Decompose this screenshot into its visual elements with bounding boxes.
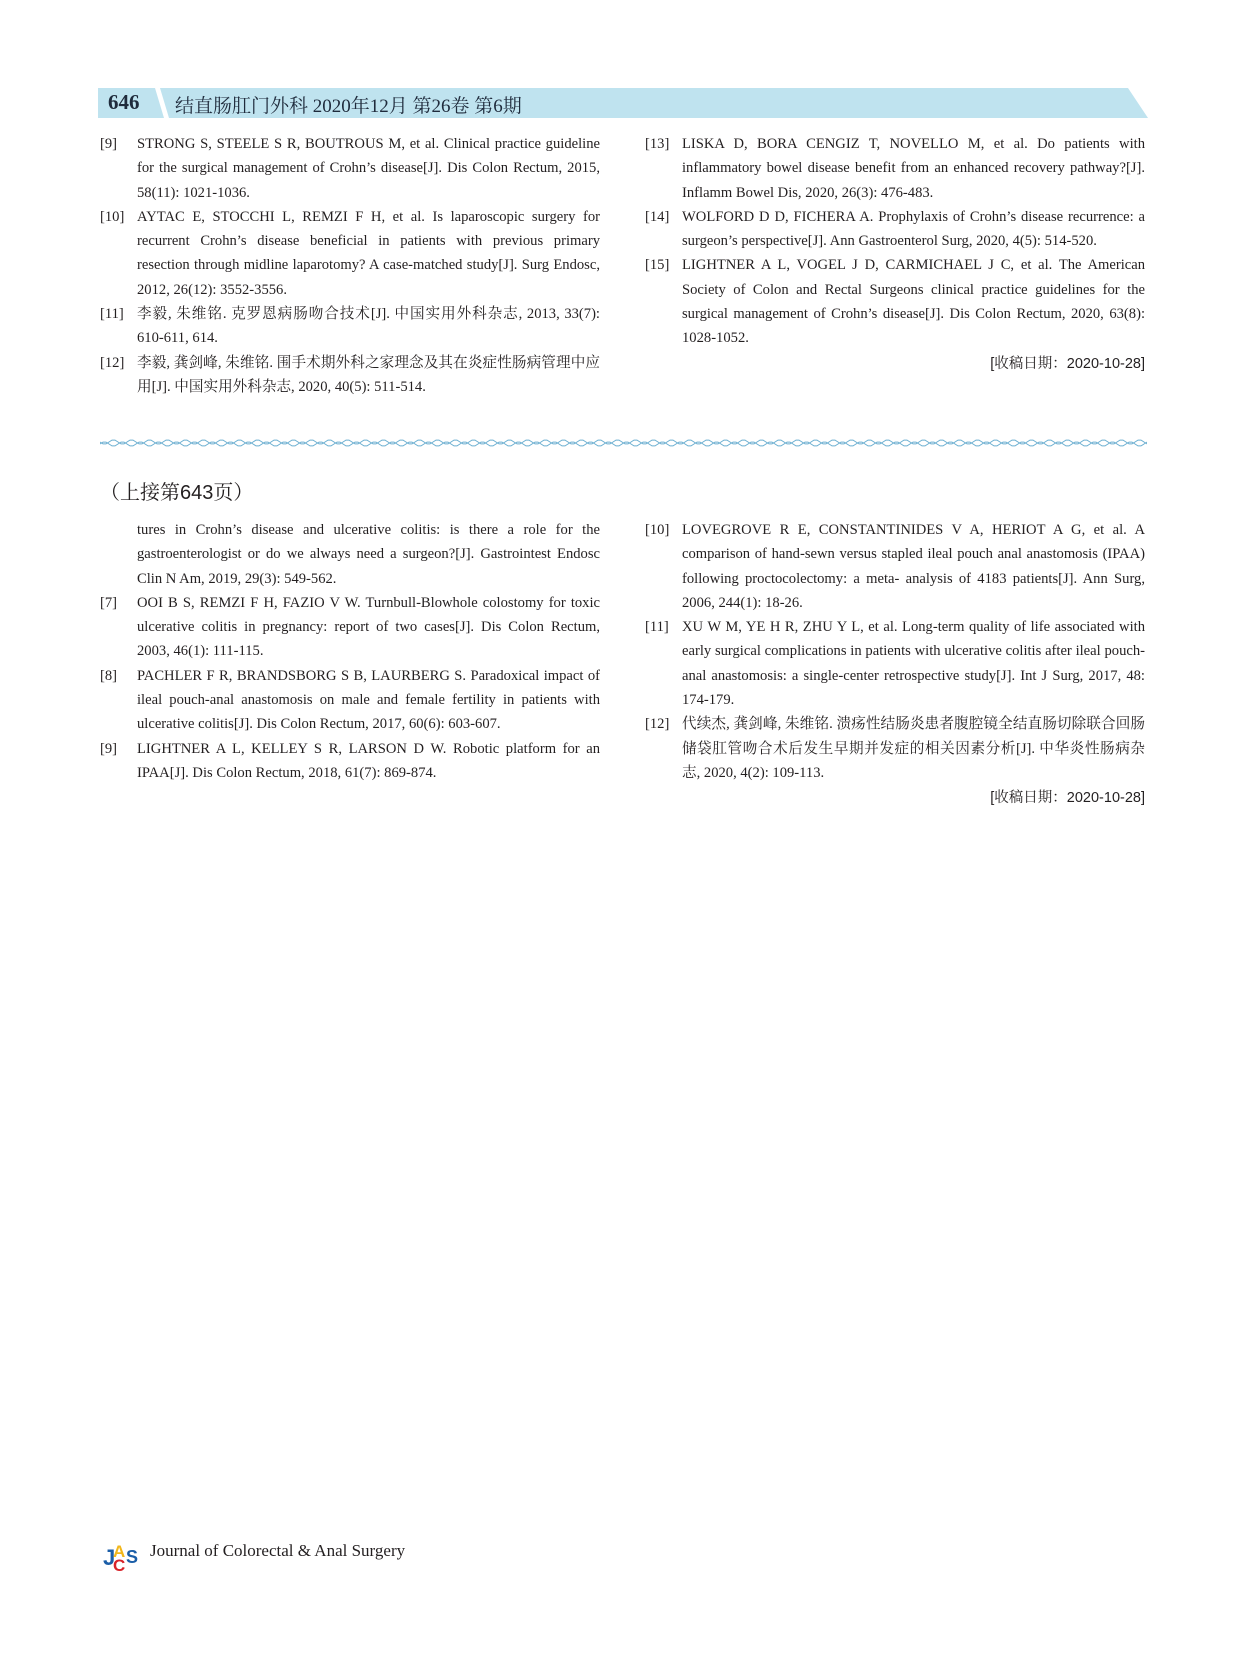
- reference-text: PACHLER F R, BRANDSBORG S B, LAURBERG S. Paradoxical impact of ileal pouch-anal anastomosis on male and female fertility in patients with ulcerative colitis[J]. Dis Colon Rectum, 2017, 60(6): 603-607.: [137, 667, 600, 733]
- received-date: [收稿日期：2020-10-28]: [990, 790, 1145, 807]
- journal-logo: [102, 1537, 142, 1573]
- reference-item: [100, 205, 600, 302]
- reference-item: [645, 253, 1145, 350]
- reference-number: [10]: [645, 522, 670, 538]
- reference-item: [645, 132, 1145, 205]
- reference-number: [11]: [100, 306, 124, 323]
- reference-item: [645, 712, 1145, 785]
- reference-item: [100, 132, 600, 205]
- svg-text:A: A: [113, 1542, 126, 1561]
- reference-text: tures in Crohn’s disease and ulcerative colitis: is there a role for the gastroenterologist or do we always need a surgeon?[J]. Gastrointest Endosc Clin N Am, 2019, 29(3): 549-562.: [137, 522, 600, 587]
- reference-item: [100, 302, 600, 351]
- reference-text: LOVEGROVE R E, CONSTANTINIDES V A, HERIOT A G, et al. A comparison of hand-sewn versus stapled ileal pouch anal anastomosis (IPAA) following proctocolectomy: a meta- analysis of 4183 patients[J]. Ann Surg, 2006, 244(1): 18-26.: [682, 522, 1145, 611]
- reference-text: AYTAC E, STOCCHI L, REMZI F H, et al. Is laparoscopic surgery for recurrent Crohn’s disease beneficial in patients with previous primary resection through midline laparotomy? A case-matched study[J]. Surg Endosc, 2012, 26(12): 3552-3556.: [137, 208, 600, 298]
- page-number: 646: [108, 90, 140, 114]
- journal-issue-heading: 结直肠肛门外科 2020年12月 第26卷 第6期: [175, 96, 522, 117]
- reference-number: [14]: [645, 208, 670, 225]
- reference-number: [13]: [645, 136, 670, 152]
- wavy-divider: [100, 438, 1147, 448]
- reference-item: [645, 518, 1145, 615]
- reference-item: [100, 518, 600, 591]
- reference-text: LIGHTNER A L, VOGEL J D, CARMICHAEL J C, et al. The American Society of Colon and Rectal Surgeons clinical practice guidelines for the surgical management of Crohn’s disease[J]. Dis Colon Rectum, 2020, 63(8): 1028-1052.: [682, 257, 1145, 347]
- reference-text: STRONG S, STEELE S R, BOUTROUS M, et al. Clinical practice guideline for the surgical management of Crohn’s disease[J]. Dis Colon Rectum, 2015, 58(11): 1021-1036.: [137, 136, 600, 201]
- reference-number: [10]: [100, 208, 125, 225]
- reference-number: [9]: [100, 136, 118, 152]
- reference-item: [645, 205, 1145, 254]
- reference-number: [8]: [100, 667, 118, 684]
- svg-text:J: J: [103, 1545, 116, 1570]
- reference-text: 李毅, 龚剑峰, 朱维铭. 围手术期外科之家理念及其在炎症性肠病管理中应用[J]. 中国实用外科杂志, 2020, 40(5): 511-514.: [137, 354, 600, 395]
- reference-text: OOI B S, REMZI F H, FAZIO V W. Turnbull-Blowhole colostomy for toxic ulcerative colitis in pregnancy: report of two cases[J]. Dis Colon Rectum, 2003, 46(1): 111-115.: [137, 594, 600, 660]
- reference-number: [12]: [645, 716, 670, 733]
- reference-item: [100, 351, 600, 400]
- reference-number: [9]: [100, 740, 118, 757]
- svg-text:S: S: [126, 1547, 139, 1567]
- top-right-references: [645, 132, 1145, 376]
- reference-text: 李毅, 朱维铭. 克罗恩病肠吻合技术[J]. 中国实用外科杂志, 2013, 33(7): 610-611, 614.: [137, 306, 600, 347]
- reference-number: [15]: [645, 257, 670, 274]
- reference-item: [100, 737, 600, 786]
- reference-text: WOLFORD D D, FICHERA A. Prophylaxis of Crohn’s disease recurrence: a surgeon’s perspective[J]. Ann Gastroenterol Surg, 2020, 4(5): 514-520.: [682, 208, 1145, 250]
- reference-text: 代续杰, 龚剑峰, 朱维铭. 溃疡性结肠炎患者腹腔镜全结直肠切除联合回肠储袋肛管吻合术后发生早期并发症的相关因素分析[J]. 中华炎性肠病杂志, 2020, 4(2): 109-113.: [682, 716, 1145, 781]
- reference-text: XU W M, YE H R, ZHU Y L, et al. Long-term quality of life associated with early surgical complications in patients with ulcerative colitis after ileal pouch-anal anastomosis: a single-center retrospective study[J]. Int J Surg, 2017, 48: 174-179.: [682, 619, 1145, 709]
- reference-number: [12]: [100, 354, 125, 371]
- svg-text:C: C: [113, 1556, 126, 1573]
- reference-item: [100, 591, 600, 664]
- top-left-references: [100, 132, 600, 399]
- reference-number: [7]: [100, 594, 118, 611]
- continued-from-label: （上接第643页）: [100, 482, 254, 504]
- bottom-right-references: [645, 518, 1145, 810]
- reference-item: [100, 664, 600, 737]
- bottom-left-references: [100, 518, 600, 785]
- received-date: [收稿日期：2020-10-28]: [990, 355, 1145, 372]
- reference-item: [645, 615, 1145, 712]
- footer-journal-name: Journal of Colorectal & Anal Surgery: [150, 1541, 406, 1560]
- reference-number: [11]: [645, 619, 669, 636]
- reference-text: LIGHTNER A L, KELLEY S R, LARSON D W. Robotic platform for an IPAA[J]. Dis Colon Rectum, 2018, 61(7): 869-874.: [137, 740, 600, 781]
- reference-text: LISKA D, BORA CENGIZ T, NOVELLO M, et al. Do patients with inflammatory bowel disease benefit from an enhanced recovery pathway?[J]. Inflamm Bowel Dis, 2020, 26(3): 476-483.: [682, 136, 1145, 201]
